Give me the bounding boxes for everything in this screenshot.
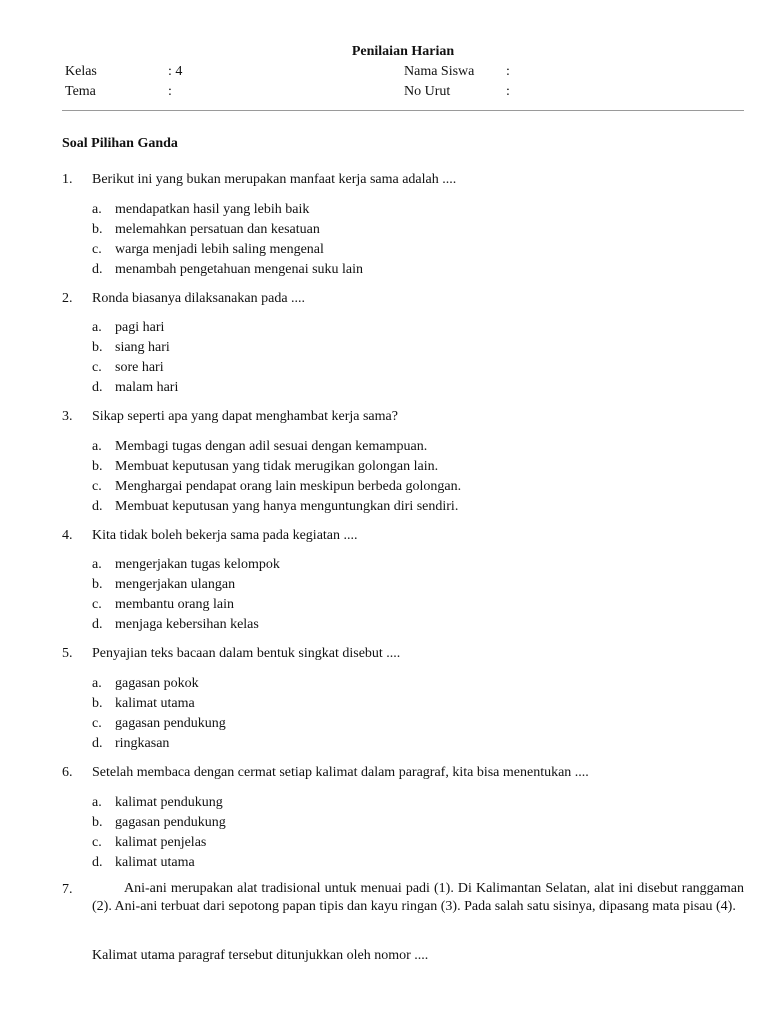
option-text: membantu orang lain [115,597,234,613]
option-text: Membuat keputusan yang tidak merugikan golongan lain. [115,458,439,474]
question-text: Kita tidak boleh bekerja sama pada kegiatan .... [92,527,358,543]
option-letter: c. [92,597,102,613]
no-urut-value: : [506,84,510,99]
question-number: 1. [62,172,73,187]
option-letter: b. [92,458,103,474]
option-letter: b. [92,814,103,830]
option-letter: c. [92,834,102,850]
option-text: Membagi tugas dengan adil sesuai dengan kemampuan. [115,438,428,454]
option-text: mengerjakan tugas kelompok [115,557,280,573]
nama-siswa-value: : [506,64,510,79]
question-text: Setelah membaca dengan cermat setiap kalimat dalam paragraf, kita bisa menentukan .... [92,765,589,780]
option-letter: a. [92,438,102,454]
question-text: Penyajian teks bacaan dalam bentuk singkat disebut .... [92,646,401,662]
option-text: menjaga kebersihan kelas [115,617,259,633]
option-text: ringkasan [115,735,170,751]
option-text: sore hari [115,360,164,376]
option-text: pagi hari [115,320,165,336]
option-letter: c. [92,241,102,257]
option-text: malam hari [115,380,179,396]
question-number: 2. [62,290,73,306]
option-letter: a. [92,557,102,573]
option-text: gagasan pendukung [115,814,226,830]
option-letter: d. [92,380,103,396]
option-text: kalimat penjelas [115,834,207,850]
header-divider [62,110,744,111]
question-text: Sikap seperti apa yang dapat menghambat kerja sama? [92,409,398,425]
option-text: menambah pengetahuan mengenai suku lain [115,261,364,277]
option-text: gagasan pendukung [115,715,226,731]
option-text: gagasan pokok [115,675,199,691]
section-title: Soal Pilihan Ganda [62,136,178,151]
option-text: kalimat utama [115,854,195,870]
option-letter: b. [92,221,103,237]
question-text: Kalimat utama paragraf tersebut ditunjukkan oleh nomor .... [92,948,429,963]
question-number: 7. [62,882,73,897]
option-text: warga menjadi lebih saling mengenal [115,241,324,257]
option-letter: d. [92,617,103,633]
option-letter: d. [92,498,103,514]
question-number: 4. [62,527,73,543]
tema-value: : [168,84,172,99]
question-number: 3. [62,409,73,425]
option-letter: d. [92,261,103,277]
tema-label: Tema [65,84,96,99]
option-letter: c. [92,478,102,494]
question-number: 6. [62,765,73,780]
option-letter: a. [92,320,102,336]
option-letter: a. [92,675,102,691]
question-paragraph: Ani-ani merupakan alat tradisional untuk menuai padi (1). Di Kalimantan Selatan, alat ini disebut ranggaman (2). Ani-ani terbuat dari sepotong papan tipis dan kayu ringan (3). Pada salah satu sisinya, dipasang mata pisau (4). [92,881,744,914]
kelas-label: Kelas [65,64,97,79]
question-text: Berikut ini yang bukan merupakan manfaat kerja sama adalah .... [92,172,457,187]
option-text: mendapatkan hasil yang lebih baik [115,201,310,217]
option-text: kalimat utama [115,695,195,711]
no-urut-label: No Urut [404,84,451,99]
option-letter: b. [92,340,103,356]
page-title: Penilaian Harian [351,44,455,59]
option-letter: b. [92,695,103,711]
nama-siswa-label: Nama Siswa [404,64,475,79]
option-letter: b. [92,577,103,593]
option-letter: d. [92,854,103,870]
option-letter: d. [92,735,103,751]
option-text: siang hari [115,340,170,356]
option-letter: c. [92,715,102,731]
option-letter: a. [92,201,102,217]
question-text: Ronda biasanya dilaksanakan pada .... [92,290,306,306]
option-text: Membuat keputusan yang hanya menguntungkan diri sendiri. [115,498,459,514]
option-text: mengerjakan ulangan [115,577,236,593]
option-letter: c. [92,360,102,376]
question-number: 5. [62,646,73,662]
option-text: kalimat pendukung [115,794,223,810]
option-letter: a. [92,794,102,810]
kelas-value: : 4 [168,64,183,79]
option-text: Menghargai pendapat orang lain meskipun berbeda golongan. [115,478,462,494]
option-text: melemahkan persatuan dan kesatuan [115,221,320,237]
